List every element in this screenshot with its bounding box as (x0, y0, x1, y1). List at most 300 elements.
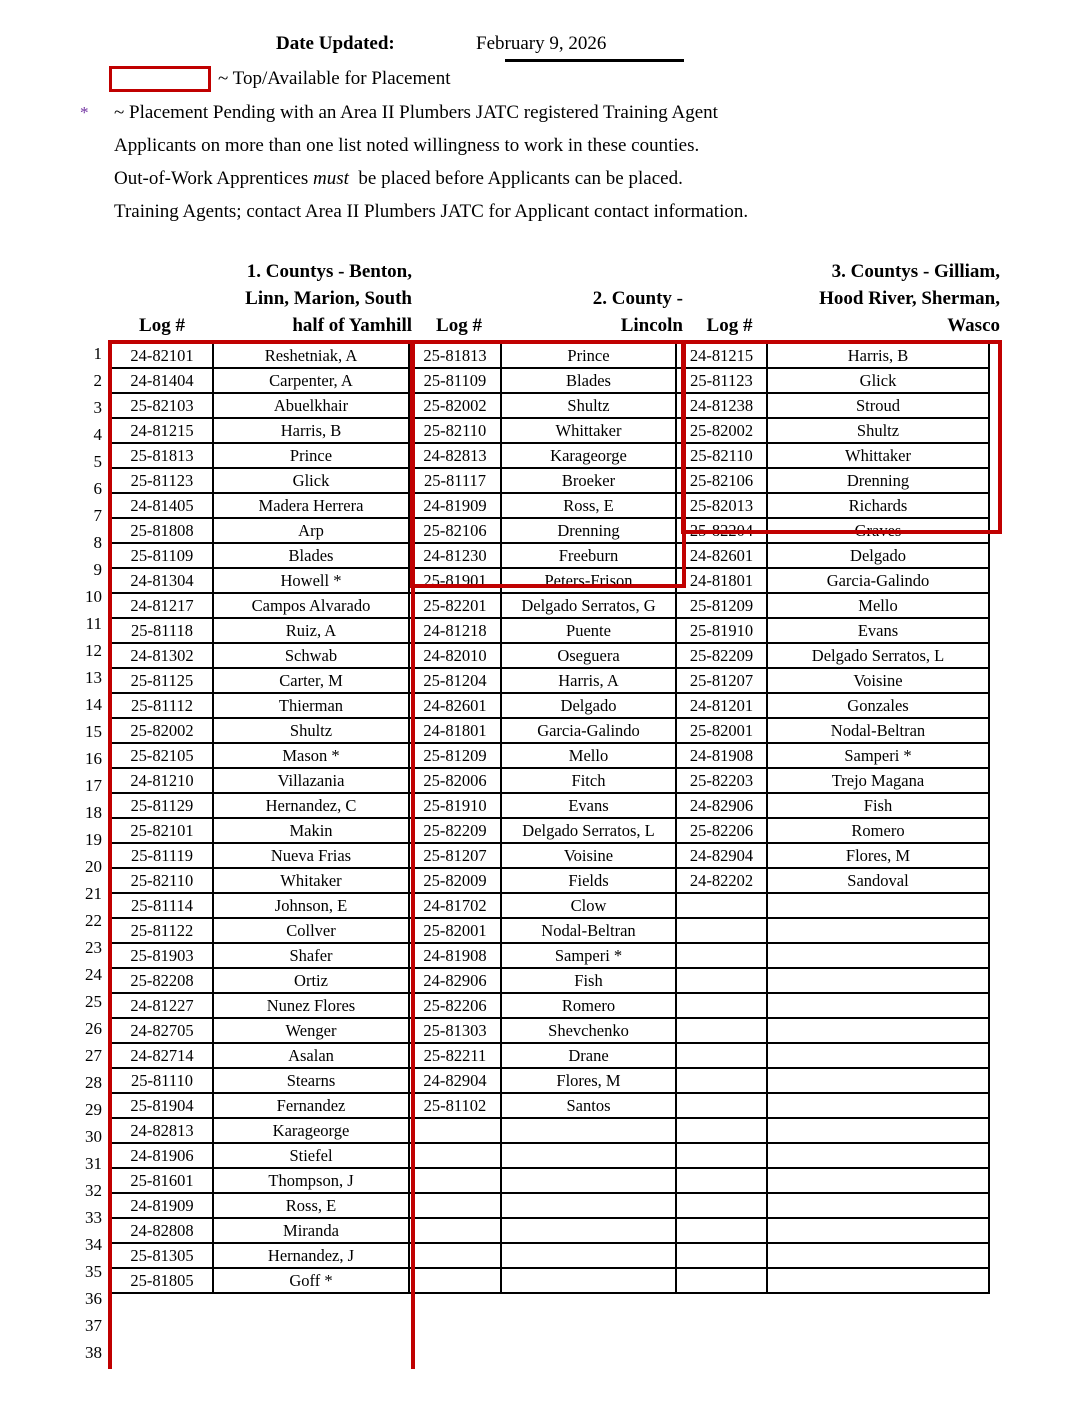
header-county-3-line3: Wasco (947, 315, 1000, 336)
name-cell-county-2 (501, 1118, 676, 1143)
name-cell-county-2: Karageorge (501, 443, 676, 468)
name-cell-county-1: Schwab (213, 643, 409, 668)
log-cell-county-3 (676, 1093, 767, 1118)
row-number: 28 (85, 1073, 102, 1092)
table-row (111, 843, 989, 868)
row-number: 1 (93, 344, 102, 363)
table-row (111, 343, 989, 368)
row-number: 5 (93, 452, 102, 471)
name-cell-county-1: Hernandez, J (213, 1243, 409, 1268)
header-log-1: Log # (139, 315, 185, 336)
log-cell-county-1: 24-82101 (111, 343, 213, 368)
asterisk-legend-text: ~ Placement Pending with an Area II Plumbers JATC registered Training Agent (114, 102, 718, 123)
name-cell-county-3: Richards (767, 493, 989, 518)
table-row (111, 1143, 989, 1168)
name-cell-county-1: Madera Herrera (213, 493, 409, 518)
table-row (111, 1193, 989, 1218)
log-cell-county-3: 25-82203 (676, 768, 767, 793)
log-cell-county-2: 25-82006 (409, 768, 501, 793)
log-cell-county-3: 25-81207 (676, 668, 767, 693)
log-cell-county-3: 25-82110 (676, 443, 767, 468)
log-cell-county-2: 25-82001 (409, 918, 501, 943)
log-cell-county-3: 24-81238 (676, 393, 767, 418)
name-cell-county-3: Nodal-Beltran (767, 718, 989, 743)
row-number: 17 (85, 776, 102, 795)
table-row (111, 1118, 989, 1143)
row-number: 19 (85, 830, 102, 849)
log-cell-county-2: 24-82906 (409, 968, 501, 993)
name-cell-county-3: Delgado (767, 543, 989, 568)
row-number: 38 (85, 1343, 102, 1362)
name-cell-county-2: Drane (501, 1043, 676, 1068)
log-cell-county-2: 25-82009 (409, 868, 501, 893)
name-cell-county-1: Nueva Frias (213, 843, 409, 868)
name-cell-county-2 (501, 1193, 676, 1218)
name-cell-county-3: Evans (767, 618, 989, 643)
name-cell-county-2: Delgado Serratos, G (501, 593, 676, 618)
log-cell-county-3 (676, 1068, 767, 1093)
name-cell-county-1: Shafer (213, 943, 409, 968)
log-cell-county-2: 25-81901 (409, 568, 501, 593)
name-cell-county-2: Drenning (501, 518, 676, 543)
row-number: 36 (85, 1289, 102, 1308)
name-cell-county-3 (767, 918, 989, 943)
table-row (111, 943, 989, 968)
name-cell-county-1: Asalan (213, 1043, 409, 1068)
placement-table (110, 342, 990, 1294)
log-cell-county-3 (676, 1218, 767, 1243)
name-cell-county-1: Goff * (213, 1268, 409, 1293)
note-training-agents: Training Agents; contact Area II Plumbers JATC for Applicant contact information. (114, 201, 749, 222)
name-cell-county-1: Carpenter, A (213, 368, 409, 393)
log-cell-county-2: 25-82201 (409, 593, 501, 618)
name-cell-county-2: Samperi * (501, 943, 676, 968)
log-cell-county-1: 25-81125 (111, 668, 213, 693)
row-number: 9 (93, 560, 102, 579)
log-cell-county-1: 25-81123 (111, 468, 213, 493)
table-row (111, 618, 989, 643)
log-cell-county-1: 25-81109 (111, 543, 213, 568)
name-cell-county-3 (767, 943, 989, 968)
name-cell-county-1: Arp (213, 518, 409, 543)
name-cell-county-2: Shevchenko (501, 1018, 676, 1043)
table-row (111, 1093, 989, 1118)
name-cell-county-3: Shultz (767, 418, 989, 443)
row-number: 14 (85, 695, 102, 714)
name-cell-county-1: Stearns (213, 1068, 409, 1093)
log-cell-county-1: 25-81114 (111, 893, 213, 918)
log-cell-county-1: 24-81906 (111, 1143, 213, 1168)
table-row (111, 1068, 989, 1093)
log-cell-county-3: 25-82209 (676, 643, 767, 668)
log-cell-county-2: 25-82211 (409, 1043, 501, 1068)
log-cell-county-2 (409, 1118, 501, 1143)
name-cell-county-2: Evans (501, 793, 676, 818)
row-number: 16 (85, 749, 102, 768)
log-cell-county-1: 25-81808 (111, 518, 213, 543)
name-cell-county-2 (501, 1218, 676, 1243)
table-row (111, 518, 989, 543)
name-cell-county-2: Peters-Frison (501, 568, 676, 593)
name-cell-county-2: Santos (501, 1093, 676, 1118)
log-cell-county-1: 25-81305 (111, 1243, 213, 1268)
name-cell-county-1: Ortiz (213, 968, 409, 993)
note-out-of-work (114, 168, 683, 190)
row-number: 8 (93, 533, 102, 552)
log-cell-county-1: 25-81112 (111, 693, 213, 718)
log-cell-county-2: 24-81908 (409, 943, 501, 968)
name-cell-county-1: Thompson, J (213, 1168, 409, 1193)
name-cell-county-1: Fernandez (213, 1093, 409, 1118)
row-number: 7 (93, 506, 102, 525)
log-cell-county-3 (676, 1168, 767, 1193)
log-cell-county-3: 24-82601 (676, 543, 767, 568)
name-cell-county-1: Ruiz, A (213, 618, 409, 643)
name-cell-county-3 (767, 993, 989, 1018)
name-cell-county-3: Flores, M (767, 843, 989, 868)
header-county-2-line1: 2. County - (592, 288, 683, 309)
name-cell-county-3: Fish (767, 793, 989, 818)
log-cell-county-2: 24-81230 (409, 543, 501, 568)
name-cell-county-3: Harris, B (767, 343, 989, 368)
name-cell-county-3: Gonzales (767, 693, 989, 718)
log-cell-county-2: 25-82002 (409, 393, 501, 418)
name-cell-county-3: Graves (767, 518, 989, 543)
date-updated-label: Date Updated: (276, 33, 395, 54)
table-row (111, 918, 989, 943)
log-cell-county-1: 24-82813 (111, 1118, 213, 1143)
log-cell-county-3: 24-81215 (676, 343, 767, 368)
log-cell-county-3: 25-82204 (676, 518, 767, 543)
log-cell-county-1: 25-81904 (111, 1093, 213, 1118)
log-cell-county-1: 24-82714 (111, 1043, 213, 1068)
row-number: 15 (85, 722, 102, 741)
log-cell-county-2: 24-82010 (409, 643, 501, 668)
name-cell-county-2: Fitch (501, 768, 676, 793)
name-cell-county-3 (767, 1243, 989, 1268)
table-row (111, 568, 989, 593)
log-cell-county-3: 25-81209 (676, 593, 767, 618)
name-cell-county-2: Freeburn (501, 543, 676, 568)
row-number: 2 (93, 371, 102, 390)
name-cell-county-3: Trejo Magana (767, 768, 989, 793)
row-number: 22 (85, 911, 102, 930)
name-cell-county-2: Nodal-Beltran (501, 918, 676, 943)
log-cell-county-3: 25-81910 (676, 618, 767, 643)
log-cell-county-1: 24-81404 (111, 368, 213, 393)
row-number: 13 (85, 668, 102, 687)
table-row (111, 1268, 989, 1293)
name-cell-county-3 (767, 1143, 989, 1168)
log-cell-county-3 (676, 993, 767, 1018)
name-cell-county-3 (767, 1093, 989, 1118)
name-cell-county-2: Puente (501, 618, 676, 643)
name-cell-county-3 (767, 968, 989, 993)
name-cell-county-2: Fish (501, 968, 676, 993)
table-row (111, 1168, 989, 1193)
row-number: 37 (85, 1316, 102, 1335)
name-cell-county-2: Voisine (501, 843, 676, 868)
name-cell-county-1: Ross, E (213, 1193, 409, 1218)
header-county-1 (214, 258, 412, 339)
name-cell-county-1: Mason * (213, 743, 409, 768)
name-cell-county-2: Delgado Serratos, L (501, 818, 676, 843)
name-cell-county-2: Flores, M (501, 1068, 676, 1093)
header-county-2-line2: Lincoln (620, 315, 683, 336)
log-cell-county-1: 24-81405 (111, 493, 213, 518)
name-cell-county-2 (501, 1168, 676, 1193)
log-cell-county-2: 24-81218 (409, 618, 501, 643)
name-cell-county-2: Fields (501, 868, 676, 893)
log-cell-county-3: 24-81908 (676, 743, 767, 768)
name-cell-county-1: Reshetniak, A (213, 343, 409, 368)
name-cell-county-1: Campos Alvarado (213, 593, 409, 618)
log-cell-county-1: 24-82705 (111, 1018, 213, 1043)
log-cell-county-2: 24-82904 (409, 1068, 501, 1093)
log-cell-county-1: 24-81210 (111, 768, 213, 793)
row-number: 32 (85, 1181, 102, 1200)
name-cell-county-1: Stiefel (213, 1143, 409, 1168)
log-cell-county-1: 25-81813 (111, 443, 213, 468)
table-row (111, 643, 989, 668)
log-cell-county-2: 25-81102 (409, 1093, 501, 1118)
log-cell-county-3: 25-82001 (676, 718, 767, 743)
name-cell-county-3 (767, 1168, 989, 1193)
name-cell-county-3: Romero (767, 818, 989, 843)
table-row (111, 593, 989, 618)
row-number: 31 (85, 1154, 102, 1173)
log-cell-county-2: 24-82601 (409, 693, 501, 718)
highlight-legend-text: ~ Top/Available for Placement (218, 68, 451, 89)
log-cell-county-1: 25-82105 (111, 743, 213, 768)
name-cell-county-2: Broeker (501, 468, 676, 493)
name-cell-county-1: Wenger (213, 1018, 409, 1043)
highlight-legend-swatch (109, 66, 211, 92)
header-log-2: Log # (436, 315, 482, 336)
name-cell-county-1: Howell * (213, 568, 409, 593)
log-cell-county-3: 24-82904 (676, 843, 767, 868)
log-cell-county-1: 25-81903 (111, 943, 213, 968)
table-row (111, 668, 989, 693)
log-cell-county-3: 25-81123 (676, 368, 767, 393)
log-cell-county-2 (409, 1143, 501, 1168)
table-row (111, 393, 989, 418)
table-row (111, 418, 989, 443)
header-county-1-line1: 1. Countys - Benton, (246, 261, 412, 282)
name-cell-county-3 (767, 1068, 989, 1093)
name-cell-county-1: Johnson, E (213, 893, 409, 918)
table-row (111, 1218, 989, 1243)
name-cell-county-1: Makin (213, 818, 409, 843)
log-cell-county-1: 25-82208 (111, 968, 213, 993)
header-county-3-line1: 3. Countys - Gilliam, (831, 261, 1000, 282)
row-number: 3 (93, 398, 102, 417)
name-cell-county-3: Garcia-Galindo (767, 568, 989, 593)
row-number: 6 (93, 479, 102, 498)
note-out-of-work-part2: be placed before Applicants can be placed. (358, 168, 683, 189)
header-county-3 (776, 258, 1000, 339)
row-number: 23 (85, 938, 102, 957)
note-multiple-lists: Applicants on more than one list noted willingness to work in these counties. (114, 135, 700, 156)
name-cell-county-2: Ross, E (501, 493, 676, 518)
date-updated-value: February 9, 2026 (476, 33, 607, 54)
log-cell-county-1: 24-81217 (111, 593, 213, 618)
log-cell-county-1: 24-81215 (111, 418, 213, 443)
log-cell-county-3 (676, 1118, 767, 1143)
name-cell-county-3: Sandoval (767, 868, 989, 893)
name-cell-county-2: Clow (501, 893, 676, 918)
table-row (111, 1043, 989, 1068)
header-log-3: Log # (706, 315, 753, 336)
table-row (111, 693, 989, 718)
name-cell-county-1: Miranda (213, 1218, 409, 1243)
name-cell-county-3 (767, 1268, 989, 1293)
log-cell-county-1: 25-81129 (111, 793, 213, 818)
log-cell-county-3 (676, 1243, 767, 1268)
log-cell-county-2 (409, 1243, 501, 1268)
table-row (111, 718, 989, 743)
row-number: 21 (85, 884, 102, 903)
log-cell-county-2 (409, 1218, 501, 1243)
row-number: 4 (93, 425, 102, 444)
name-cell-county-3: Whittaker (767, 443, 989, 468)
name-cell-county-2: Garcia-Galindo (501, 718, 676, 743)
name-cell-county-1: Abuelkhair (213, 393, 409, 418)
table-row (111, 793, 989, 818)
name-cell-county-1: Collver (213, 918, 409, 943)
name-cell-county-1: Whitaker (213, 868, 409, 893)
asterisk-legend-symbol: * (80, 103, 89, 122)
log-cell-county-3: 24-81201 (676, 693, 767, 718)
name-cell-county-3 (767, 1218, 989, 1243)
log-cell-county-1: 25-82103 (111, 393, 213, 418)
name-cell-county-1: Karageorge (213, 1118, 409, 1143)
name-cell-county-2 (501, 1268, 676, 1293)
log-cell-county-2 (409, 1268, 501, 1293)
name-cell-county-3: Delgado Serratos, L (767, 643, 989, 668)
row-number: 18 (85, 803, 102, 822)
log-cell-county-3 (676, 1143, 767, 1168)
name-cell-county-2: Mello (501, 743, 676, 768)
log-cell-county-1: 25-82110 (111, 868, 213, 893)
log-cell-county-1: 25-81119 (111, 843, 213, 868)
name-cell-county-3: Samperi * (767, 743, 989, 768)
name-cell-county-1: Blades (213, 543, 409, 568)
name-cell-county-2: Delgado (501, 693, 676, 718)
log-cell-county-2: 25-81813 (409, 343, 501, 368)
log-cell-county-1: 24-81909 (111, 1193, 213, 1218)
table-row (111, 468, 989, 493)
table-row (111, 768, 989, 793)
name-cell-county-1: Carter, M (213, 668, 409, 693)
name-cell-county-2: Prince (501, 343, 676, 368)
table-row (111, 493, 989, 518)
row-number: 26 (85, 1019, 102, 1038)
log-cell-county-1: 25-81601 (111, 1168, 213, 1193)
log-cell-county-2: 24-81909 (409, 493, 501, 518)
log-cell-county-2 (409, 1193, 501, 1218)
name-cell-county-2: Romero (501, 993, 676, 1018)
log-cell-county-1: 25-81122 (111, 918, 213, 943)
row-number: 25 (85, 992, 102, 1011)
log-cell-county-2: 25-81207 (409, 843, 501, 868)
log-cell-county-1: 24-81302 (111, 643, 213, 668)
log-cell-county-3 (676, 943, 767, 968)
name-cell-county-1: Prince (213, 443, 409, 468)
name-cell-county-3 (767, 1018, 989, 1043)
name-cell-county-1: Villazania (213, 768, 409, 793)
log-cell-county-3: 24-82202 (676, 868, 767, 893)
row-number: 29 (85, 1100, 102, 1119)
log-cell-county-2: 24-81702 (409, 893, 501, 918)
log-cell-county-3 (676, 1043, 767, 1068)
log-cell-county-3: 25-82206 (676, 818, 767, 843)
log-cell-county-3 (676, 1193, 767, 1218)
table-row (111, 443, 989, 468)
name-cell-county-3 (767, 893, 989, 918)
name-cell-county-1: Hernandez, C (213, 793, 409, 818)
name-cell-county-3 (767, 1118, 989, 1143)
note-out-of-work-emphasis: must (312, 168, 349, 189)
log-cell-county-3 (676, 968, 767, 993)
row-number: 11 (85, 614, 102, 633)
name-cell-county-2 (501, 1143, 676, 1168)
row-number: 10 (85, 587, 102, 606)
log-cell-county-2: 24-82813 (409, 443, 501, 468)
name-cell-county-3: Drenning (767, 468, 989, 493)
table-row (111, 543, 989, 568)
header-county-3-line2: Hood River, Sherman, (819, 288, 1000, 309)
name-cell-county-2: Blades (501, 368, 676, 393)
table-row (111, 818, 989, 843)
row-number: 20 (85, 857, 102, 876)
name-cell-county-2: Shultz (501, 393, 676, 418)
log-cell-county-3 (676, 1018, 767, 1043)
row-number: 35 (85, 1262, 102, 1281)
log-cell-county-2: 25-81910 (409, 793, 501, 818)
name-cell-county-3 (767, 1193, 989, 1218)
table-row (111, 968, 989, 993)
log-cell-county-1: 25-82002 (111, 718, 213, 743)
log-cell-county-1: 24-82808 (111, 1218, 213, 1243)
header-county-1-line2: Linn, Marion, South (245, 288, 412, 309)
name-cell-county-2: Harris, A (501, 668, 676, 693)
log-cell-county-3: 25-82106 (676, 468, 767, 493)
note-out-of-work-part1: Out-of-Work Apprentices (114, 168, 309, 189)
row-number: 24 (85, 965, 102, 984)
log-cell-county-2: 25-82209 (409, 818, 501, 843)
name-cell-county-3 (767, 1043, 989, 1068)
log-cell-county-3 (676, 1268, 767, 1293)
row-number: 33 (85, 1208, 102, 1227)
row-number: 30 (85, 1127, 102, 1146)
name-cell-county-3: Glick (767, 368, 989, 393)
log-cell-county-2 (409, 1168, 501, 1193)
row-number: 34 (85, 1235, 102, 1254)
table-row (111, 1018, 989, 1043)
table-row (111, 368, 989, 393)
name-cell-county-1: Shultz (213, 718, 409, 743)
log-cell-county-3 (676, 893, 767, 918)
log-cell-county-3: 24-81801 (676, 568, 767, 593)
log-cell-county-3: 25-82002 (676, 418, 767, 443)
table-row (111, 868, 989, 893)
table-row (111, 1243, 989, 1268)
log-cell-county-2: 24-81801 (409, 718, 501, 743)
header-county-2 (506, 285, 683, 339)
name-cell-county-1: Glick (213, 468, 409, 493)
name-cell-county-3: Mello (767, 593, 989, 618)
